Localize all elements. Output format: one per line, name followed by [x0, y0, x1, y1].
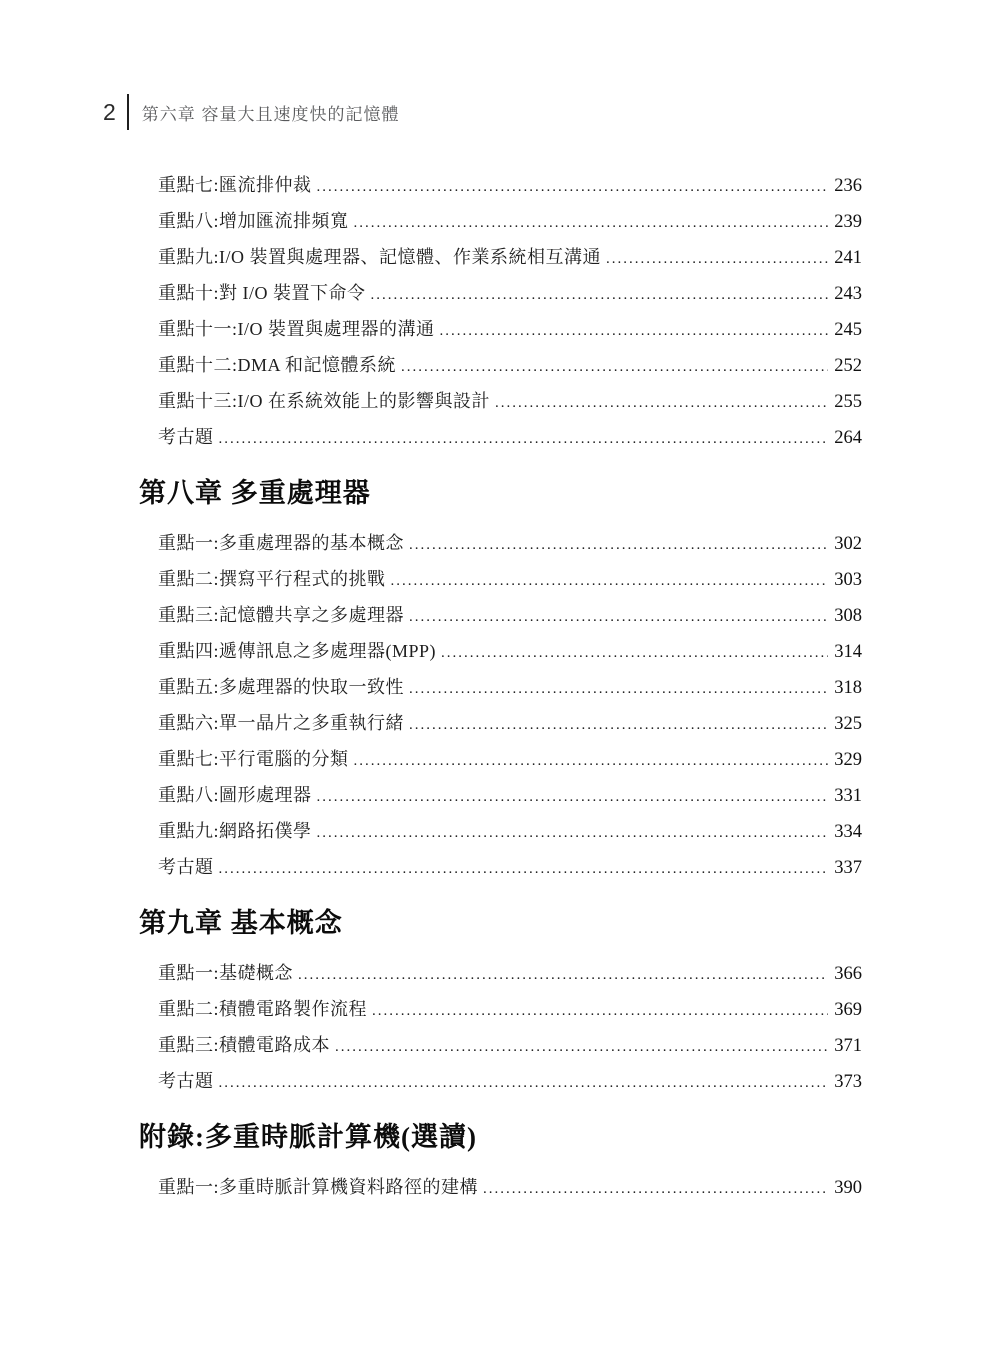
toc-entry-page: 318 — [834, 678, 862, 698]
toc-entry-title: 重點九:網路拓僕學 — [158, 821, 312, 841]
chapter-heading: 第九章 基本概念 — [139, 908, 343, 938]
toc-entry — [158, 347, 862, 383]
toc-entry — [158, 1063, 862, 1099]
toc-entry-title: 考古題 — [158, 427, 214, 447]
toc-entry — [158, 239, 862, 275]
toc-entry-page: 236 — [834, 176, 862, 196]
dot-leader — [372, 993, 828, 1029]
toc-entry — [158, 525, 862, 561]
toc-entry-page: 239 — [834, 212, 862, 232]
dot-leader — [495, 385, 828, 421]
toc-entry-title: 重點三:積體電路成本 — [158, 1035, 331, 1055]
dot-leader — [219, 1065, 829, 1101]
toc-entry-title: 重點八:圖形處理器 — [158, 785, 312, 805]
dot-leader — [409, 671, 828, 707]
toc-entry-page: 241 — [834, 248, 862, 268]
toc-entry — [158, 203, 862, 239]
dot-leader — [441, 635, 828, 671]
dot-leader — [391, 563, 829, 599]
dot-leader — [219, 421, 829, 457]
dot-leader — [440, 313, 829, 349]
toc-entry-title: 考古題 — [158, 857, 214, 877]
dot-leader — [606, 241, 828, 277]
toc-entry — [158, 849, 862, 885]
toc-entry-title: 重點七:平行電腦的分類 — [158, 749, 349, 769]
toc-entry-page: 325 — [834, 714, 862, 734]
toc-entry-page: 303 — [834, 570, 862, 590]
dot-leader — [317, 815, 828, 851]
toc-entry — [158, 741, 862, 777]
dot-leader — [409, 527, 828, 563]
toc-entry-title: 重點二:積體電路製作流程 — [158, 999, 367, 1019]
dot-leader — [317, 169, 828, 205]
toc-entry-page: 371 — [834, 1036, 862, 1056]
toc-entry — [158, 383, 862, 419]
dot-leader — [483, 1171, 828, 1207]
toc-entry-title: 重點十:對 I/O 裝置下命令 — [158, 283, 366, 303]
dot-leader — [409, 599, 828, 635]
dot-leader — [354, 205, 829, 241]
toc-entry-title: 重點七:匯流排仲裁 — [158, 175, 312, 195]
page-number: 2 — [103, 99, 116, 125]
toc-entry-title: 重點十一:I/O 裝置與處理器的溝通 — [158, 319, 435, 339]
dot-leader — [298, 957, 828, 993]
dot-leader — [371, 277, 829, 313]
toc-entry — [158, 777, 862, 813]
toc-entry — [158, 1169, 862, 1205]
toc-entry-page: 243 — [834, 284, 862, 304]
dot-leader — [354, 743, 829, 779]
table-of-contents — [139, 167, 862, 1205]
dot-leader — [409, 707, 828, 743]
toc-entry-title: 重點二:撰寫平行程式的挑戰 — [158, 569, 386, 589]
toc-entry-title: 重點八:增加匯流排頻寬 — [158, 211, 349, 231]
dot-leader — [335, 1029, 828, 1065]
toc-entry — [158, 955, 862, 991]
toc-entry-page: 366 — [834, 964, 862, 984]
toc-entry-title: 重點四:遞傳訊息之多處理器(MPP) — [158, 641, 437, 661]
toc-entry-page: 390 — [834, 1178, 862, 1198]
toc-entry-title: 重點一:多重處理器的基本概念 — [158, 533, 404, 553]
toc-entry — [158, 275, 862, 311]
toc-entry-title: 重點一:多重時脈計算機資料路徑的建構 — [158, 1177, 478, 1197]
toc-entry-page: 255 — [834, 392, 862, 412]
toc-entry-page: 334 — [834, 822, 862, 842]
toc-entry-title: 重點九:I/O 裝置與處理器、記憶體、作業系統相互溝通 — [158, 247, 601, 267]
toc-entry-page: 369 — [834, 1000, 862, 1020]
toc-entry — [158, 991, 862, 1027]
toc-entry — [158, 813, 862, 849]
toc-entry-page: 308 — [834, 606, 862, 626]
toc-entry — [158, 1027, 862, 1063]
toc-entry-title: 重點一:基礎概念 — [158, 963, 294, 983]
toc-entry — [158, 419, 862, 455]
toc-entry-page: 302 — [834, 534, 862, 554]
toc-entry-title: 考古題 — [158, 1071, 214, 1091]
toc-entry — [158, 311, 862, 347]
running-header — [103, 94, 400, 130]
running-header-title: 第六章 容量大且速度快的記憶體 — [141, 104, 400, 124]
toc-entry-title: 重點三:記憶體共享之多處理器 — [158, 605, 404, 625]
toc-entry — [158, 669, 862, 705]
chapter-heading: 第八章 多重處理器 — [139, 478, 371, 508]
dot-leader — [317, 779, 828, 815]
toc-entry — [158, 705, 862, 741]
dot-leader — [401, 349, 828, 385]
appendix-heading: 附錄:多重時脈計算機(選讀) — [139, 1122, 477, 1152]
toc-entry-page: 264 — [834, 428, 862, 448]
toc-entry-page: 314 — [834, 642, 862, 662]
toc-entry-title: 重點十二:DMA 和記憶體系統 — [158, 355, 397, 375]
toc-entry-title: 重點十三:I/O 在系統效能上的影響與設計 — [158, 391, 490, 411]
toc-entry-page: 331 — [834, 786, 862, 806]
toc-entry — [158, 633, 862, 669]
toc-entry-page: 252 — [834, 356, 862, 376]
dot-leader — [219, 851, 829, 887]
toc-entry-page: 329 — [834, 750, 862, 770]
toc-entry — [158, 597, 862, 633]
toc-entry-page: 337 — [834, 858, 862, 878]
toc-entry — [158, 561, 862, 597]
toc-entry-title: 重點五:多處理器的快取一致性 — [158, 677, 404, 697]
toc-entry-title: 重點六:單一晶片之多重執行緒 — [158, 713, 404, 733]
toc-entry-page: 245 — [834, 320, 862, 340]
toc-entry-page: 373 — [834, 1072, 862, 1092]
toc-entry — [158, 167, 862, 203]
